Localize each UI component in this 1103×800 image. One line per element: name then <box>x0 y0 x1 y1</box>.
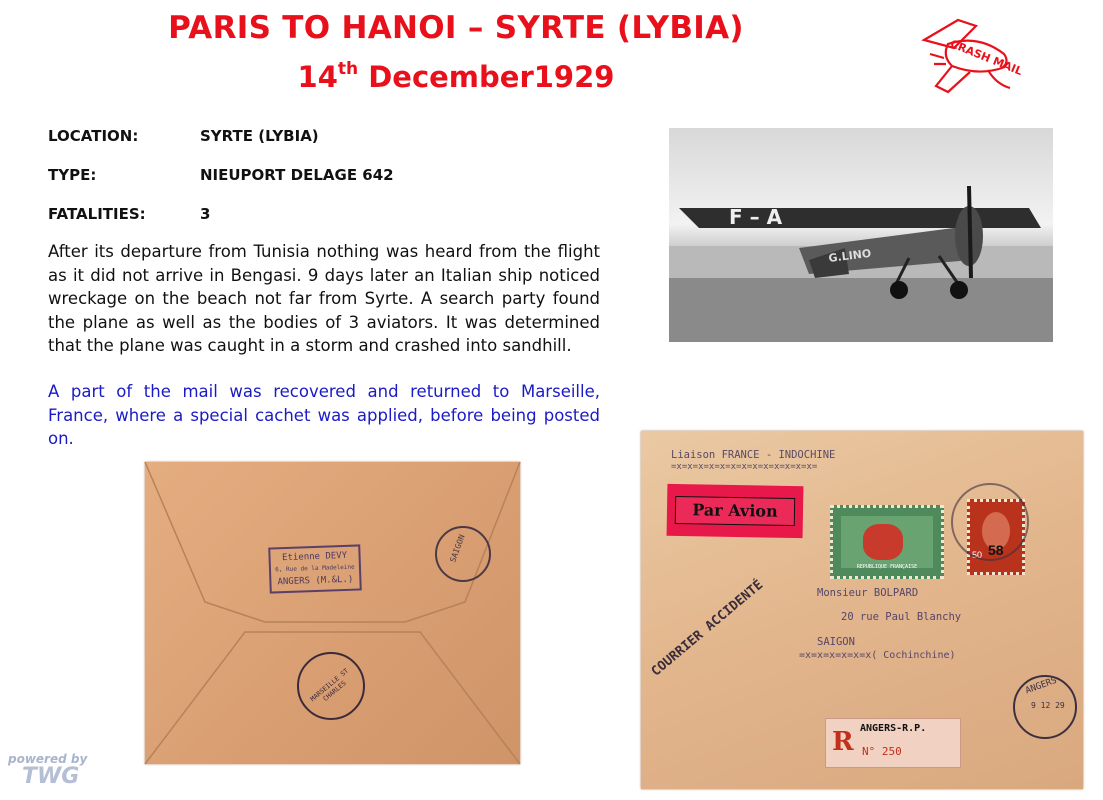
crash-mail-logo <box>918 14 1025 100</box>
postmark-saigon <box>435 526 491 582</box>
note-paragraph: A part of the mail was recovered and returned to Marseille, France, where a special cachet was applied, before being posted on. <box>48 382 600 448</box>
date-suffix: th <box>337 59 359 80</box>
address-street: 20 rue Paul Blanchy <box>841 611 962 623</box>
postmark-saigon-text: SAIGON <box>448 533 467 564</box>
aircraft-wheel <box>890 281 908 299</box>
aircraft-wheel <box>950 281 968 299</box>
postmark-marseille-text: MARSEILLE ST CHARLES <box>308 666 350 704</box>
envelope-front <box>641 431 1083 789</box>
address-name: Monsieur BOLPARD <box>817 587 919 599</box>
description-paragraph: After its departure from Tunisia nothing was heard from the flight as it did not arrive in Bengasi. 9 days later an Italian ship noticed wreckage on the beach not far from Syrte. A search party found the plane as well as the bodies of 3 aviators. It was determined that the plane was caught in a storm and crashed into sandhill. <box>48 242 600 355</box>
fact-label: LOCATION: <box>48 127 139 145</box>
fact-label: TYPE: <box>48 166 97 184</box>
fact-value: 3 <box>200 205 211 223</box>
date-rest: December1929 <box>358 60 615 94</box>
aircraft-illustration <box>669 128 1053 342</box>
stamp-pasteur-value: 50 <box>972 550 983 560</box>
logo-text: CRASH MAIL <box>948 37 1025 78</box>
par-avion-text: Par Avion <box>675 496 795 526</box>
registration-number: N° 250 <box>862 745 902 758</box>
fact-value: NIEUPORT DELAGE 642 <box>200 166 394 184</box>
stamp-pasteur-overprint: 58 <box>988 542 1004 558</box>
address-region: =x=x=x=x=x=x( Cochinchine) <box>799 650 956 661</box>
envelope-back <box>145 462 520 764</box>
stamp-merson-text: REPUBLIQUE FRANÇAISE <box>856 564 918 570</box>
aircraft-fuselage-text: G.LINO <box>827 246 872 265</box>
courrier-accidente-cachet: COURRIER ACCIDENTÉ <box>648 577 767 680</box>
sender-city: ANGERS (M.&L.) <box>277 574 354 588</box>
postmark-angers-city: ANGERS <box>1024 675 1059 697</box>
twg-brand: TWG <box>22 764 80 789</box>
fact-label: FATALITIES: <box>48 205 146 223</box>
aircraft-propeller <box>969 186 971 278</box>
route-deco: =x=x=x=x=x=x=x=x=x=x=x=x=x= <box>671 462 818 472</box>
postmark-marseille <box>297 652 365 720</box>
sender-name: Etienne DEVY <box>281 550 348 564</box>
stamp-merson <box>830 505 944 579</box>
sender-street: 6, Rue de la Madeleine <box>275 563 355 574</box>
powered-by-twg-logo <box>8 752 108 796</box>
fact-value: SYRTE (LYBIA) <box>200 127 319 145</box>
page-subtitle-date <box>0 60 912 94</box>
registration-city: ANGERS-R.P. <box>860 723 927 734</box>
route-line: Liaison FRANCE - INDOCHINE <box>671 449 836 461</box>
logo-crash-lines <box>930 54 946 64</box>
postmark-angers <box>1013 675 1077 739</box>
powered-by-text: powered by <box>8 752 88 766</box>
registration-label <box>825 718 961 768</box>
stamp-merson-center <box>863 524 903 560</box>
page-title: PARIS TO HANOI – SYRTE (LYBIA) <box>168 10 744 46</box>
par-avion-label <box>667 484 804 538</box>
postmark-on-stamp <box>951 483 1029 561</box>
aircraft-photo <box>669 128 1053 342</box>
aircraft-registration: F – A <box>729 205 783 229</box>
postmark-angers-date: 9 12 29 <box>1031 701 1065 710</box>
address-city: SAIGON <box>817 636 855 648</box>
date-day: 14 <box>297 60 338 94</box>
sender-cachet <box>268 544 362 593</box>
registration-letter: R <box>832 727 854 757</box>
